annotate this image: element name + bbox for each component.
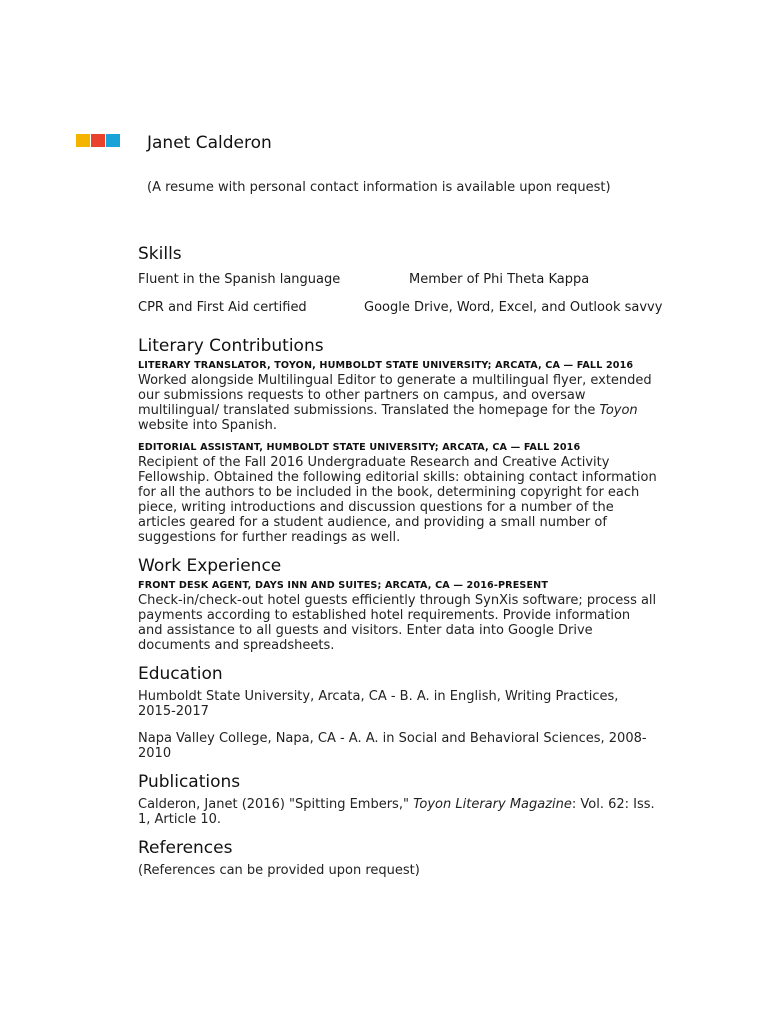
- literary-heading: Literary Contributions: [138, 336, 324, 356]
- skills-heading: Skills: [138, 244, 182, 264]
- logo-square-yellow: [76, 134, 90, 147]
- logo-square-red: [91, 134, 105, 147]
- skill-item: Google Drive, Word, Excel, and Outlook savvy: [364, 300, 663, 315]
- skill-item: CPR and First Aid certified: [138, 300, 307, 315]
- literary-entry-title: EDITORIAL ASSISTANT, HUMBOLDT STATE UNIVERSITY; ARCATA, CA — FALL 2016: [138, 442, 581, 453]
- logo-square-blue: [106, 134, 120, 147]
- work-entry-title: FRONT DESK AGENT, DAYS INN AND SUITES; ARCATA, CA — 2016-PRESENT: [138, 580, 549, 591]
- skills-grid: [138, 269, 663, 329]
- literary-entry-description: Worked alongside Multilingual Editor to generate a multilingual flyer, extended our submissions requests to other partners on campus, and oversaw multilingual/ translated submissions. Translated the homepage for the Toyon website into Spanish.: [138, 373, 652, 433]
- literary-entry-description: Recipient of the Fall 2016 Undergraduate Research and Creative Activity Fellowship. Obtained the following editorial skills: obtaining contact information for all the authors to be included in the book, determining copyright for each piece, writing introductions and discussion questions for a number of the articles geared for a student audience, and providing a small number of suggestions for further readings as well.: [138, 455, 657, 545]
- skill-item: Member of Phi Theta Kappa: [409, 272, 590, 287]
- references-heading: References: [138, 838, 233, 858]
- resume-body: [138, 243, 663, 878]
- education-heading: Education: [138, 664, 223, 684]
- literary-entry-title: LITERARY TRANSLATOR, TOYON, HUMBOLDT STATE UNIVERSITY; ARCATA, CA — FALL 2016: [138, 360, 634, 371]
- contact-note: (A resume with personal contact information is available upon request): [147, 180, 611, 195]
- references-note: (References can be provided upon request): [138, 863, 420, 878]
- publication-item: Calderon, Janet (2016) "Spitting Embers," Toyon Literary Magazine: Vol. 62: Iss. 1, Article 10.: [138, 797, 655, 827]
- skill-item: Fluent in the Spanish language: [138, 272, 341, 287]
- education-item: Humboldt State University, Arcata, CA - B. A. in English, Writing Practices, 2015-2017: [138, 689, 619, 719]
- work-heading: Work Experience: [138, 556, 282, 576]
- resume-name: Janet Calderon: [147, 133, 272, 153]
- publications-heading: Publications: [138, 772, 241, 792]
- education-item: Napa Valley College, Napa, CA - A. A. in Social and Behavioral Sciences, 2008-2010: [138, 731, 647, 761]
- resume-logo: [76, 134, 120, 147]
- work-entry-description: Check-in/check-out hotel guests efficiently through SynXis software; process all payments according to established hotel requirements. Provide information and assistance to all guests and visitors. Enter data into Google Drive documents and spreadsheets.: [138, 593, 657, 653]
